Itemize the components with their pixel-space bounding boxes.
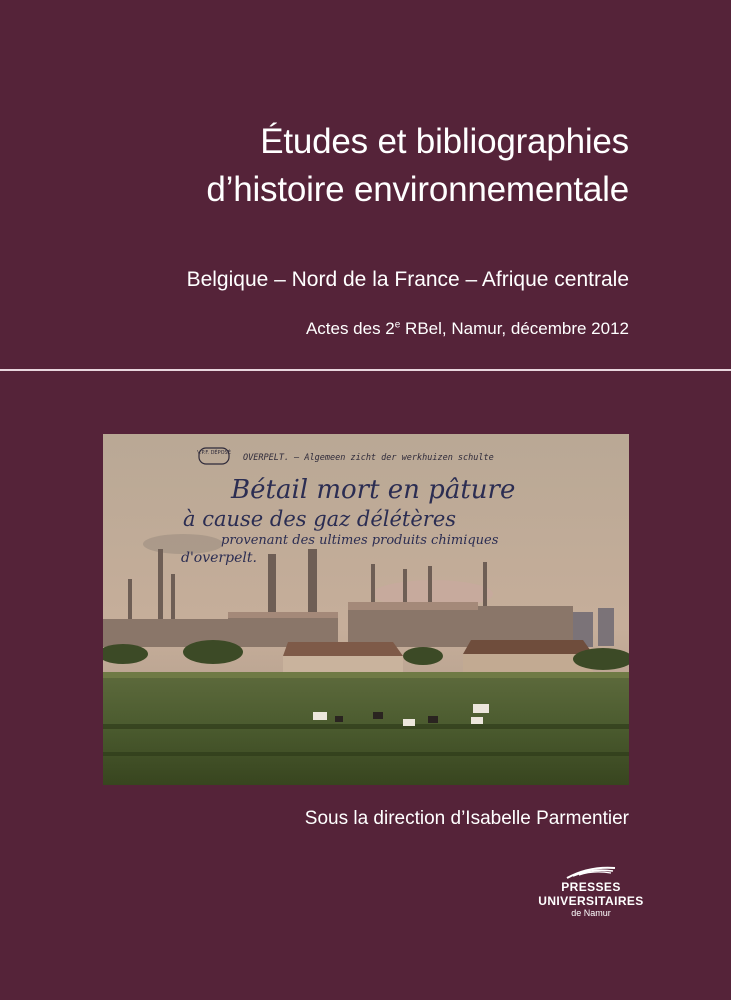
book-title (206, 118, 629, 214)
proceedings-text-start: Actes des 2 (305, 319, 395, 338)
title-line-1: Études et bibliographies (260, 122, 629, 161)
proceedings-superscript: e (394, 319, 401, 331)
publisher-name-line-1: PRESSES (561, 880, 621, 894)
publisher-name-line-2: UNIVERSITAIRES (538, 894, 644, 908)
book-subtitle: Belgique – Nord de la France – Afrique centrale (186, 268, 629, 291)
horizontal-rule (0, 369, 731, 371)
title-line-2: d’histoire environnementale (206, 170, 629, 209)
handwriting-line-4: d'overpelt. (181, 550, 257, 566)
editor-credit: Sous la direction d’Isabelle Parmentier (304, 808, 629, 829)
postcard-caption: OVERPELT. — Algemeen zicht der werkhuizen schulte (243, 453, 494, 463)
handwriting-line-2: à cause des gaz délétères (183, 507, 457, 531)
handwriting-line-3: provenant des ultimes produits chimiques (221, 533, 499, 548)
publisher-name-line-3: de Namur (571, 908, 611, 918)
proceedings-text-end: RBel, Namur, décembre 2012 (400, 319, 629, 338)
publisher-logo (536, 864, 646, 919)
postcard-stamp-text: V.P.F. DÉPOSÉ (197, 450, 231, 456)
proceedings-line (306, 319, 629, 339)
swoosh-icon (563, 864, 619, 880)
handwriting-line-1: Bétail mort en pâture (231, 475, 516, 505)
cover-photo-postcard (103, 434, 629, 785)
